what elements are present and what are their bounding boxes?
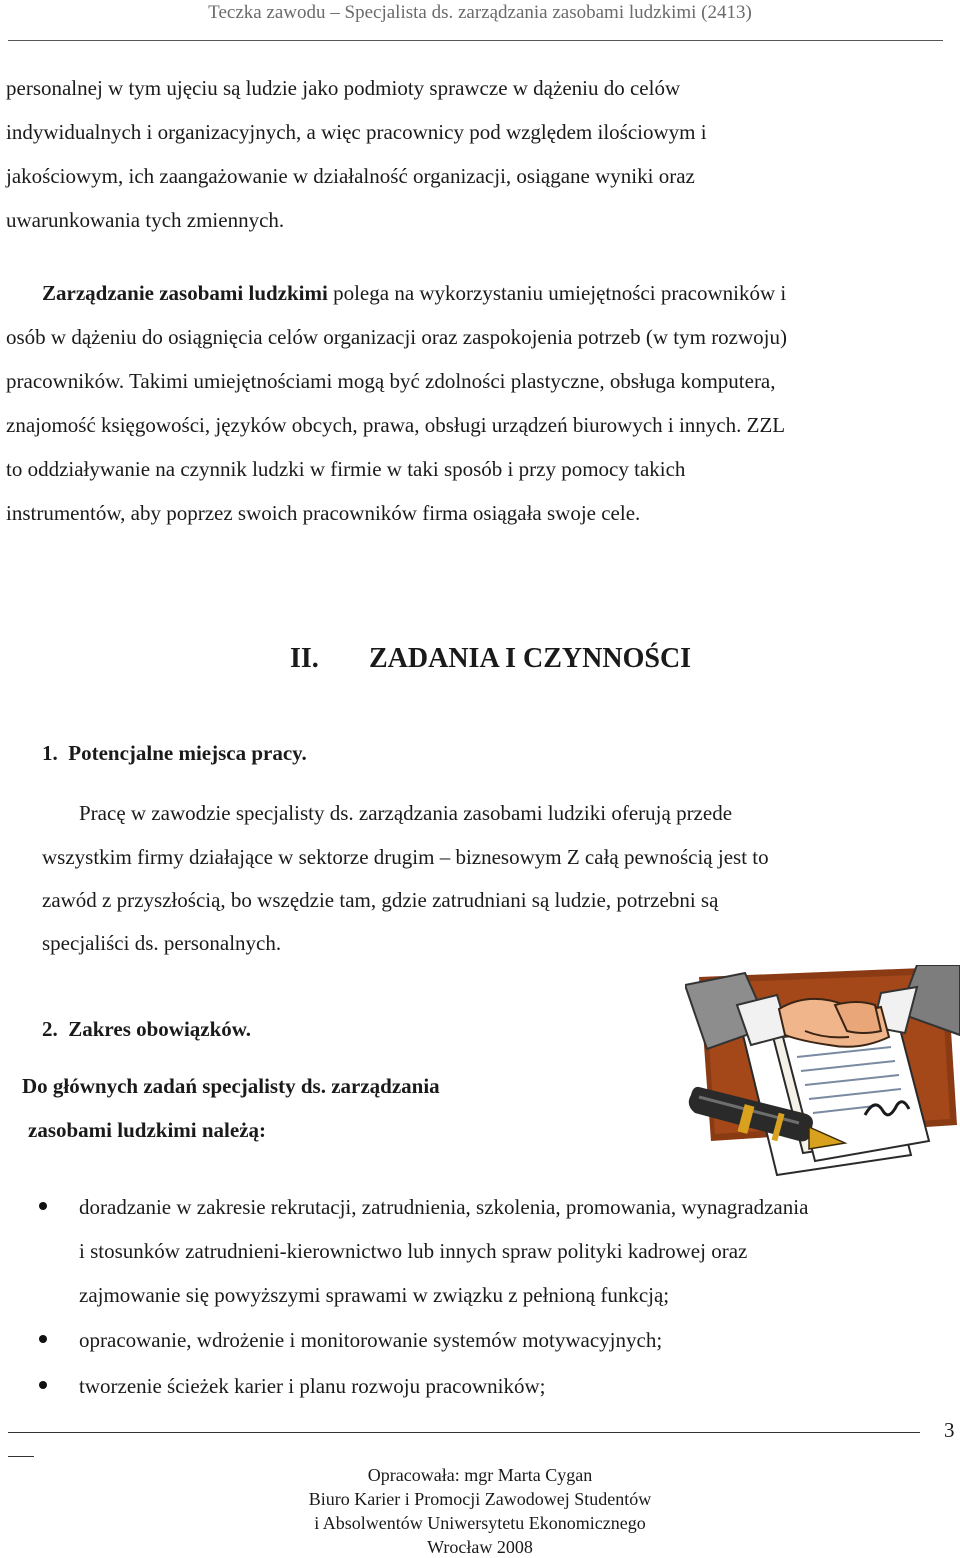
bullet-line: i stosunków zatrudnieni-kierownictwo lub innych spraw polityki kadrowej oraz bbox=[79, 1239, 748, 1263]
zzl-line: to oddziaływanie na czynnik ludzki w firmie w taki sposób i przy pomocy takich bbox=[6, 457, 686, 481]
handshake-contract-pen-icon bbox=[685, 965, 960, 1180]
bullet-line: opracowanie, wdrożenie i monitorowanie systemów motywacyjnych; bbox=[79, 1328, 663, 1352]
intro-line: uwarunkowania tych zmiennych. bbox=[6, 208, 285, 232]
section-number: II. bbox=[290, 643, 319, 674]
zzl-line: osób w dążeniu do osiągnięcia celów organizacji oraz zaspokojenia potrzeb (w tym rozwoju) bbox=[6, 325, 787, 349]
subsection-1-line: wszystkim firmy działające w sektorze drugim – biznesowym Z całą pewnością jest to bbox=[42, 845, 769, 869]
zzl-line: znajomość księgowości, języków obcych, prawa, obsługi urządzeń biurowych i innych. ZZL bbox=[6, 413, 786, 437]
bullet-line: doradzanie w zakresie rekrutacji, zatrudnienia, szkolenia, promowania, wynagradzania bbox=[79, 1195, 809, 1219]
bullet-dot bbox=[39, 1202, 47, 1210]
page-number: 3 bbox=[944, 1418, 955, 1442]
intro-line: personalnej w tym ujęciu są ludzie jako podmioty sprawcze w dążeniu do celów bbox=[6, 76, 681, 100]
bullet-dot bbox=[39, 1335, 47, 1343]
subsection-2-lead-line: zasobami ludzkimi należą: bbox=[28, 1118, 267, 1142]
subsection-1-line: Pracę w zawodzie specjalisty ds. zarządzania zasobami ludziki oferują przede bbox=[79, 801, 733, 825]
footer-office: Biuro Karier i Promocji Zawodowej Studentów bbox=[308, 1489, 652, 1509]
subsection-1-line: specjaliści ds. personalnych. bbox=[42, 931, 282, 955]
zzl-first-line-rest: polega na wykorzystaniu umiejętności pracowników i bbox=[327, 281, 787, 305]
intro-line: jakościowym, ich zaangażowanie w działalność organizacji, osiągane wyniki oraz bbox=[6, 164, 695, 188]
subsection-2-lead-line: Do głównych zadań specjalisty ds. zarządzania bbox=[22, 1074, 440, 1098]
header-divider bbox=[8, 40, 943, 41]
intro-line: indywidualnych i organizacyjnych, a więc pracownicy pod względem ilościowym i bbox=[6, 120, 707, 144]
bullet-dot bbox=[39, 1381, 47, 1389]
subsection-2-heading: 2. Zakres obowiązków. bbox=[42, 1017, 252, 1041]
footer-divider bbox=[8, 1432, 920, 1433]
footer-divider-stub bbox=[8, 1456, 34, 1457]
bullet-line: zajmowanie się powyższymi sprawami w związku z pełnioną funkcją; bbox=[79, 1283, 670, 1307]
subsection-1-heading: 1. Potencjalne miejsca pracy. bbox=[42, 741, 307, 765]
zzl-first-line bbox=[42, 279, 786, 307]
zzl-line: instrumentów, aby poprzez swoich pracowników firma osiągała swoje cele. bbox=[6, 501, 641, 525]
footer-university: i Absolwentów Uniwersytetu Ekonomicznego bbox=[314, 1513, 646, 1533]
bullet-line: tworzenie ścieżek karier i planu rozwoju pracowników; bbox=[79, 1374, 546, 1398]
subsection-1-line: zawód z przyszłością, bo wszędzie tam, gdzie zatrudniani są ludzie, potrzebni są bbox=[42, 888, 719, 912]
section-title: ZADANIA I CZYNNOŚCI bbox=[369, 643, 692, 674]
page-header-title: Teczka zawodu – Specjalista ds. zarządzania zasobami ludzkimi (2413) bbox=[208, 2, 752, 23]
footer-place-year: Wrocław 2008 bbox=[427, 1537, 533, 1557]
zzl-bold-term: Zarządzanie zasobami ludzkimi bbox=[42, 281, 328, 305]
zzl-line: pracowników. Takimi umiejętnościami mogą być zdolności plastyczne, obsługa komputera, bbox=[6, 369, 776, 393]
footer-author: Opracowała: mgr Marta Cygan bbox=[367, 1465, 593, 1485]
